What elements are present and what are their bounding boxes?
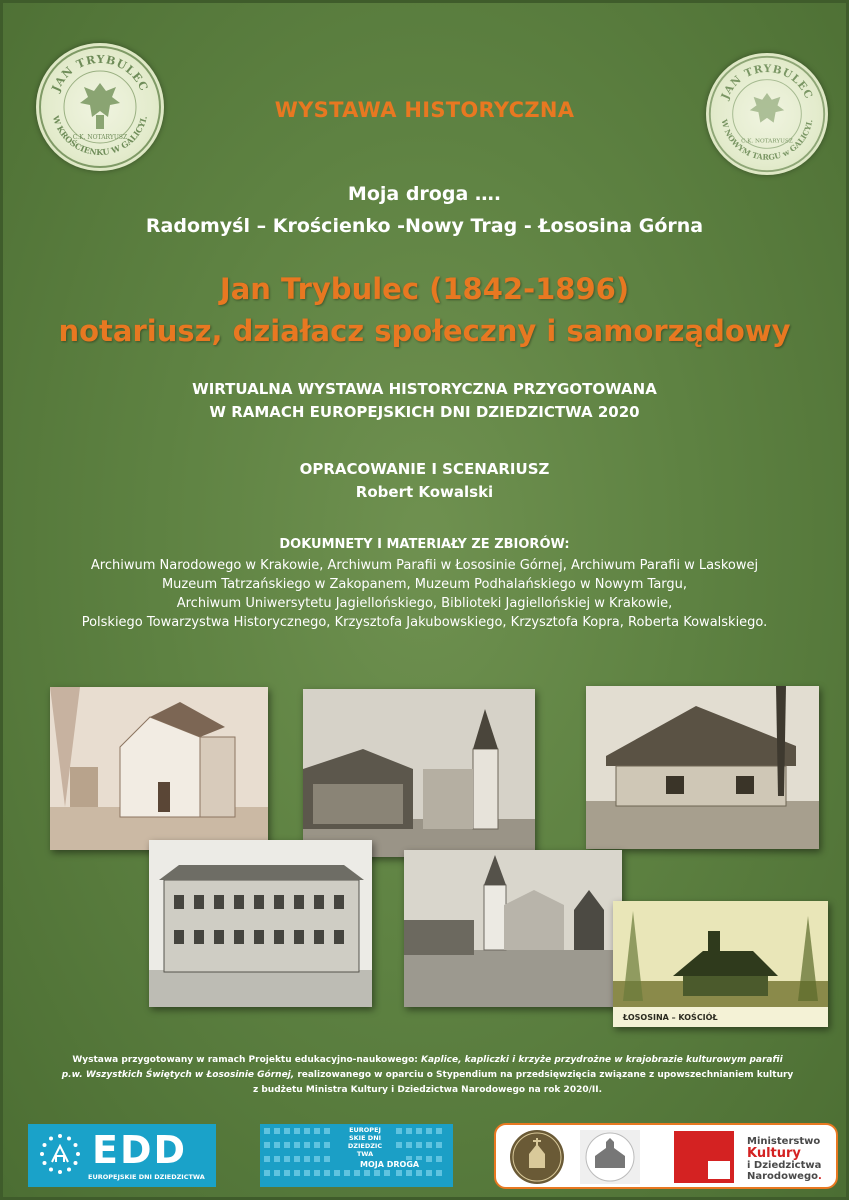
- footnote-text: realizowanego w oparciu o Stypendium na przedsięwzięcia związane z upowszechnianiem kultury: [294, 1070, 794, 1080]
- seal-left-bottom-text: W KROŚCIENKU W GALICYI.: [50, 114, 149, 158]
- photo-town-square: [404, 850, 622, 1007]
- moja-droga-badge: MOJA DROGA: [357, 1160, 422, 1169]
- authorship-heading: OPRACOWANIE I SCENARIUSZ: [299, 460, 550, 478]
- ministry-line: i Dziedzictwa: [747, 1160, 822, 1171]
- photo-caption: ŁOSOSINA – KOŚCIÓŁ: [623, 1013, 718, 1022]
- edd-subtitle: EUROPEJSKIE DNI DZIEDZICTWA: [88, 1173, 205, 1181]
- route-subtitle: [3, 178, 846, 242]
- project-footnote: [43, 1053, 812, 1098]
- chapel-icon: [510, 1130, 564, 1184]
- subtitle-line-2: Radomyśl – Krościenko -Nowy Trag - Łososina Górna: [145, 215, 704, 237]
- seal-left-center-text: C.K. NOTARYUSZ: [72, 134, 128, 141]
- chapels-project-logo: [510, 1130, 564, 1184]
- sources-line: Archiwum Narodowego w Krakowie, Archiwum Parafii w Łososinie Górnej, Archiwum Parafii w Laskowej: [90, 558, 759, 573]
- footnote-line-1: [43, 1053, 812, 1068]
- seal-left-top-text: JAN TRYBULEC: [49, 52, 151, 94]
- exhibition-kicker: WYSTAWA HISTORYCZNA: [274, 98, 575, 122]
- sources-line: Polskiego Towarzystwa Historycznego, Krzysztofa Jakubowskiego, Krzysztofa Kopra, Roberta Kowalskiego.: [81, 615, 768, 630]
- ministry-dot: .: [818, 1171, 822, 1182]
- parish-name: p.w. Wszystkich Świętych w Łososinie Górnej,: [61, 1070, 295, 1080]
- photo-school-building: [149, 840, 372, 1007]
- subtitle-line-1: Moja droga ….: [347, 183, 502, 205]
- footnote-line-2: [43, 1068, 812, 1083]
- title-line-1: Jan Trybulec (1842-1896): [219, 272, 630, 306]
- seal-right-center-text: C.K. NOTARYUSZ: [741, 138, 793, 145]
- sponsor-logos: [494, 1123, 838, 1189]
- edd-logo: [28, 1124, 216, 1187]
- ministry-line: Ministerstwo: [747, 1136, 821, 1147]
- heritage-days-logo: [260, 1124, 453, 1187]
- ministry-line: Kultury: [747, 1146, 801, 1161]
- sources-heading: DOKUMNETY I MATERIAŁY ZE ZBIORÓW:: [279, 537, 570, 552]
- project-name: Kaplice, kapliczki i krzyże przydrożne w krajobrazie kulturowym parafii: [421, 1055, 783, 1065]
- authorship: [3, 458, 846, 504]
- edd-letters: EDD: [92, 1128, 188, 1172]
- footnote-text: Wystawa przygotowany w ramach Projektu edukacyjno-naukowego:: [72, 1055, 421, 1065]
- footnote-line-3: z budżetu Ministra Kultury i Dziedzictwa Narodowego na rok 2020/II.: [252, 1085, 603, 1095]
- sources-line: Muzeum Tatrzańskiego w Zakopanem, Muzeum Podhalańskiego w Nowym Targu,: [161, 577, 688, 592]
- scholarship-logo: [674, 1131, 734, 1183]
- photo-wooden-house: [586, 686, 819, 849]
- photo-wooden-church: [613, 901, 828, 1027]
- virtual-line-2: W RAMACH EUROPEJSKICH DNI DZIEDZICTWA 2020: [209, 403, 640, 421]
- ministry-line: [747, 1171, 822, 1182]
- seal-right-top-text: JAN TRYBULEC: [719, 62, 815, 102]
- ministry-logo: [747, 1136, 822, 1182]
- author-name: Robert Kowalski: [355, 483, 494, 501]
- sources-line: Archiwum Uniwersytetu Jagiellońskiego, Biblioteki Jagiellońskiej w Krakowie,: [176, 596, 673, 611]
- page-title: [3, 268, 846, 352]
- photo-church-sepia: [50, 687, 268, 850]
- virtual-exhibition-note: [3, 378, 846, 424]
- scholarship-logo-box: [708, 1161, 730, 1179]
- heritage-days-wordmark: EUROPEJ SKIE DNI DZIEDZIC TWA: [340, 1126, 390, 1158]
- stars-circle-icon: [38, 1132, 82, 1176]
- seal-right-bottom-text: W NOWYM TARGU w GALICYI.: [719, 118, 815, 162]
- title-line-2: notariusz, działacz społeczny i samorządowy: [58, 314, 791, 348]
- parish-logo-icon: [580, 1130, 640, 1184]
- ministry-line-text: Narodowego: [747, 1171, 818, 1182]
- sources-list: [3, 556, 846, 632]
- photo-street-tower: [303, 689, 535, 857]
- virtual-line-1: WIRTUALNA WYSTAWA HISTORYCZNA PRZYGOTOWANA: [192, 380, 657, 398]
